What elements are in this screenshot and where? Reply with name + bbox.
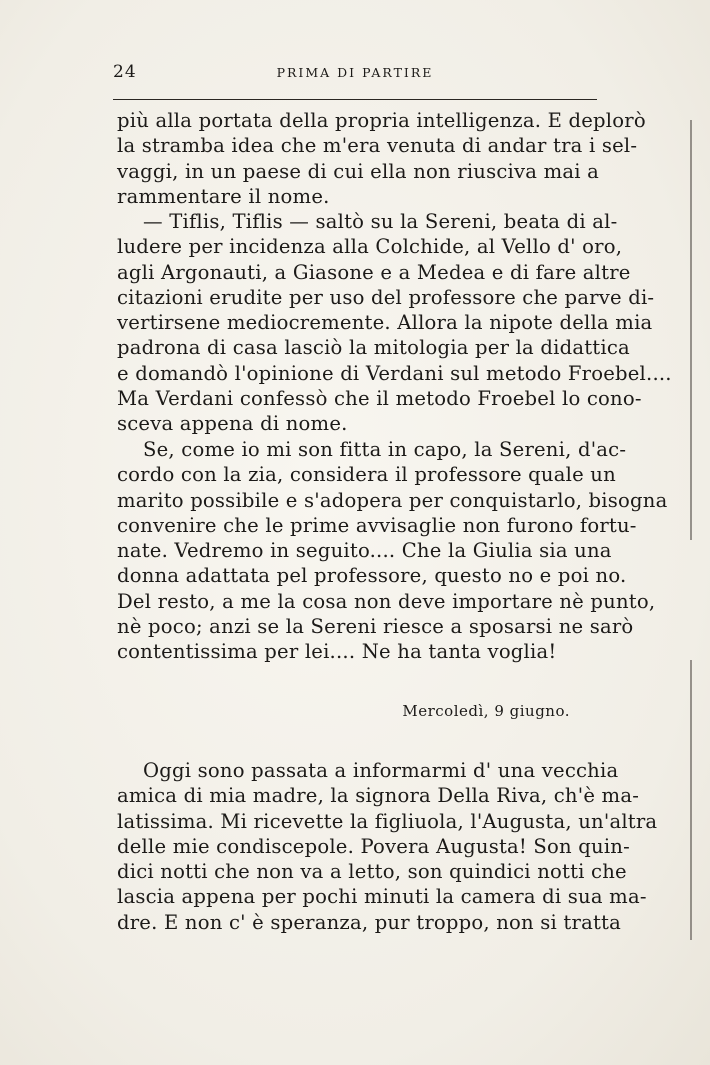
text-line: vertirsene mediocremente. Allora la nipote della mia bbox=[117, 311, 653, 335]
page-header bbox=[113, 62, 597, 86]
text-line: nè poco; anzi se la Sereni riesce a sposarsi ne sarò bbox=[117, 615, 634, 639]
text-line: amica di mia madre, la signora Della Riva, ch'è ma- bbox=[117, 784, 640, 808]
text-line: Se, come io mi son fitta in capo, la Sereni, d'ac- bbox=[143, 438, 627, 461]
text-line: dici notti che non va a letto, son quindici notti che bbox=[117, 860, 627, 884]
text-line: vaggi, in un paese di cui ella non riusciva mai a bbox=[117, 159, 600, 183]
page-edge-shadow-lower bbox=[690, 660, 692, 940]
text-line: citazioni erudite per uso del professore che parve di- bbox=[117, 285, 655, 309]
text-line: e domandò l'opinione di Verdani sul metodo Froebel.... bbox=[117, 361, 672, 385]
text-line: rammentare il nome. bbox=[117, 184, 330, 208]
paragraph-4 bbox=[117, 758, 658, 935]
text-line: ludere per incidenza alla Colchide, al Vello d' oro, bbox=[117, 235, 623, 259]
header-rule bbox=[113, 99, 597, 100]
paragraph-3 bbox=[117, 437, 668, 665]
page-edge-shadow bbox=[690, 120, 692, 540]
text-line: convenire che le prime avvisaglie non furono fortu- bbox=[117, 513, 637, 537]
page-number: 24 bbox=[113, 62, 137, 82]
paragraph-1 bbox=[117, 108, 646, 209]
text-line: nate. Vedremo in seguito.... Che la Giulia sia una bbox=[117, 539, 612, 563]
text-line: Oggi sono passata a informarmi d' una vecchia bbox=[143, 759, 619, 782]
text-line: cordo con la zia, considera il professore quale un bbox=[117, 463, 616, 487]
text-line: padrona di casa lasciò la mitologia per la didattica bbox=[117, 336, 630, 360]
diary-dateline: Mercoledì, 9 giugno. bbox=[402, 702, 570, 720]
text-line: agli Argonauti, a Giasone e a Medea e di fare altre bbox=[117, 260, 631, 284]
text-line: contentissima per lei.... Ne ha tanta voglia! bbox=[117, 640, 557, 664]
text-line: sceva appena di nome. bbox=[117, 412, 348, 436]
text-line: più alla portata della propria intelligenza. E deplorò bbox=[117, 109, 646, 132]
text-line: latissima. Mi ricevette la figliuola, l'Augusta, un'altra bbox=[117, 809, 658, 833]
text-line: marito possibile e s'adopera per conquistarlo, bisogna bbox=[117, 488, 668, 512]
paragraph-2 bbox=[117, 209, 672, 437]
text-line: la stramba idea che m'era venuta di andar tra i sel- bbox=[117, 134, 638, 158]
text-line: — Tiflis, Tiflis — saltò su la Sereni, beata di al- bbox=[143, 210, 618, 233]
text-line: Del resto, a me la cosa non deve importare nè punto, bbox=[117, 589, 656, 613]
running-title: PRIMA DI PARTIRE bbox=[276, 65, 434, 80]
text-line: Ma Verdani confessò che il metodo Froebel lo cono- bbox=[117, 387, 642, 411]
text-line: donna adattata pel professore, questo no e poi no. bbox=[117, 564, 627, 588]
text-line: delle mie condiscepole. Povera Augusta! Son quin- bbox=[117, 834, 630, 858]
text-line: dre. E non c' è speranza, pur troppo, non si tratta bbox=[117, 910, 621, 934]
text-line: lascia appena per pochi minuti la camera di sua ma- bbox=[117, 885, 647, 909]
